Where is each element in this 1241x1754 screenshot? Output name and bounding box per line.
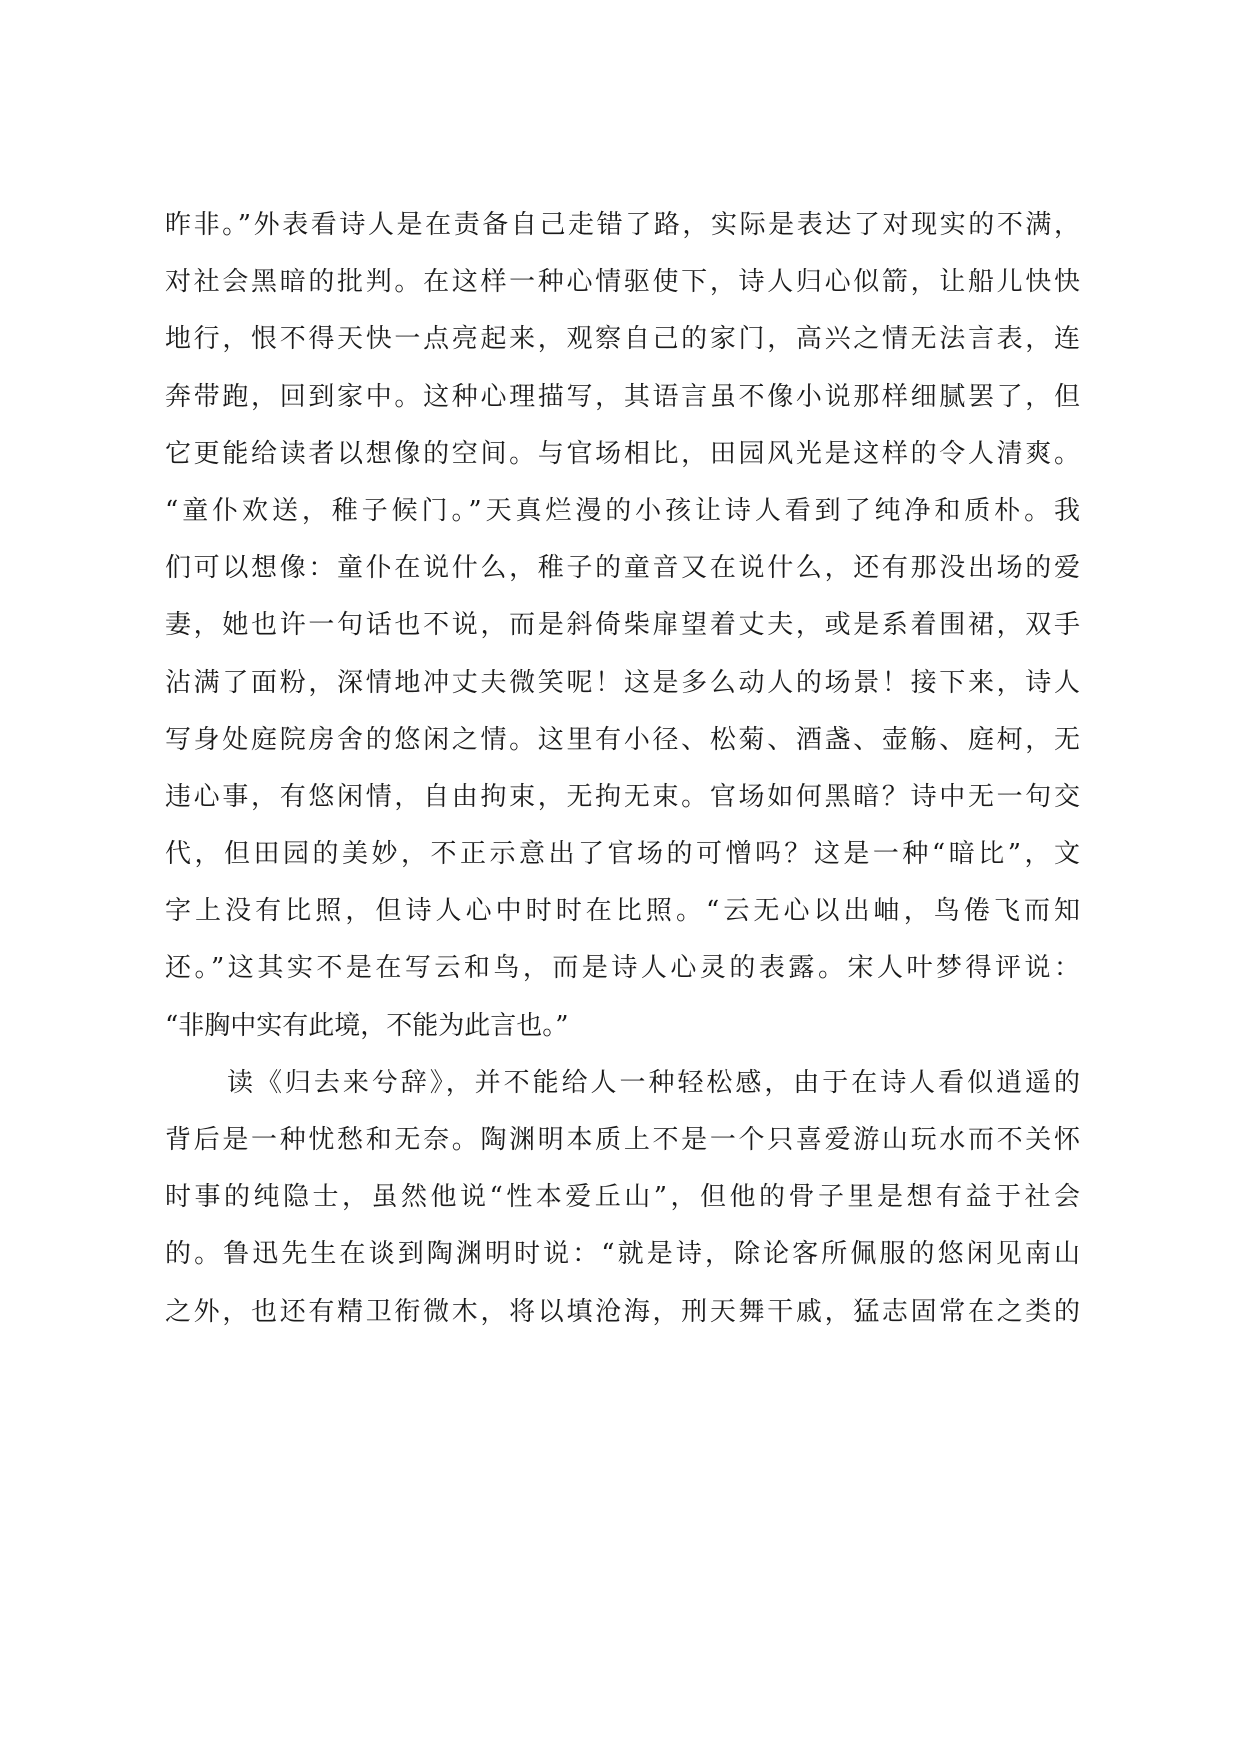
- text-line: 妻，她也许一句话也不说，而是斜倚柴扉望着丈夫，或是系着围裙，双手: [165, 610, 1080, 641]
- text-line: 之外，也还有精卫衔微木，将以填沧海，刑天舞干戚，猛志固常在之类的: [165, 1296, 1080, 1327]
- text-line: 它更能给读者以想像的空间。与官场相比，田园风光是这样的令人清爽。: [165, 438, 1080, 469]
- text-line: 们可以想像：童仆在说什么，稚子的童音又在说什么，还有那没出场的爱: [165, 553, 1080, 584]
- text-line: 字上没有比照，但诗人心中时时在比照。“云无心以出岫，鸟倦飞而知: [165, 896, 1080, 927]
- text-line: 违心事，有悠闲情，自由拘束，无拘无束。官场如何黑暗？诗中无一句交: [165, 781, 1080, 812]
- text-line: “非胸中实有此境，不能为此言也。”: [165, 1010, 569, 1041]
- text-line: 的。鲁迅先生在谈到陶渊明时说：“就是诗，除论客所佩服的悠闲见南山: [165, 1239, 1080, 1270]
- text-line: “童仆欢送，稚子候门。”天真烂漫的小孩让诗人看到了纯净和质朴。我: [165, 495, 1080, 526]
- text-line: 地行，恨不得天快一点亮起来，观察自己的家门，高兴之情无法言表，连: [165, 324, 1080, 355]
- text-line: 对社会黑暗的批判。在这样一种心情驱使下，诗人归心似箭，让船儿快快: [165, 267, 1080, 298]
- text-line: 时事的纯隐士，虽然他说“性本爱丘山”，但他的骨子里是想有益于社会: [165, 1182, 1080, 1213]
- text-line: 奔带跑，回到家中。这种心理描写，其语言虽不像小说那样细腻罢了，但: [165, 381, 1080, 412]
- text-line: 背后是一种忧愁和无奈。陶渊明本质上不是一个只喜爱游山玩水而不关怀: [165, 1125, 1080, 1155]
- text-line: 读《归去来兮辞》，并不能给人一种轻松感，由于在诗人看似逍遥的: [227, 1067, 1080, 1098]
- text-line: 代，但田园的美妙，不正示意出了官场的可憎吗？这是一种“暗比”，文: [165, 839, 1080, 870]
- body-text: [165, 197, 1080, 1341]
- text-line: 写身处庭院房舍的悠闲之情。这里有小径、松菊、酒盏、壶觞、庭柯，无: [165, 724, 1080, 755]
- text-line: 沾满了面粉，深情地冲丈夫微笑呢！这是多么动人的场景！接下来，诗人: [165, 667, 1080, 698]
- paragraph-2: [165, 1055, 1080, 1341]
- paragraph-1: [165, 197, 1080, 1055]
- text-line: 还。”这其实不是在写云和鸟，而是诗人心灵的表露。宋人叶梦得评说：: [165, 953, 1080, 984]
- text-line: 昨非。”外表看诗人是在责备自己走错了路，实际是表达了对现实的不满，: [165, 210, 1080, 240]
